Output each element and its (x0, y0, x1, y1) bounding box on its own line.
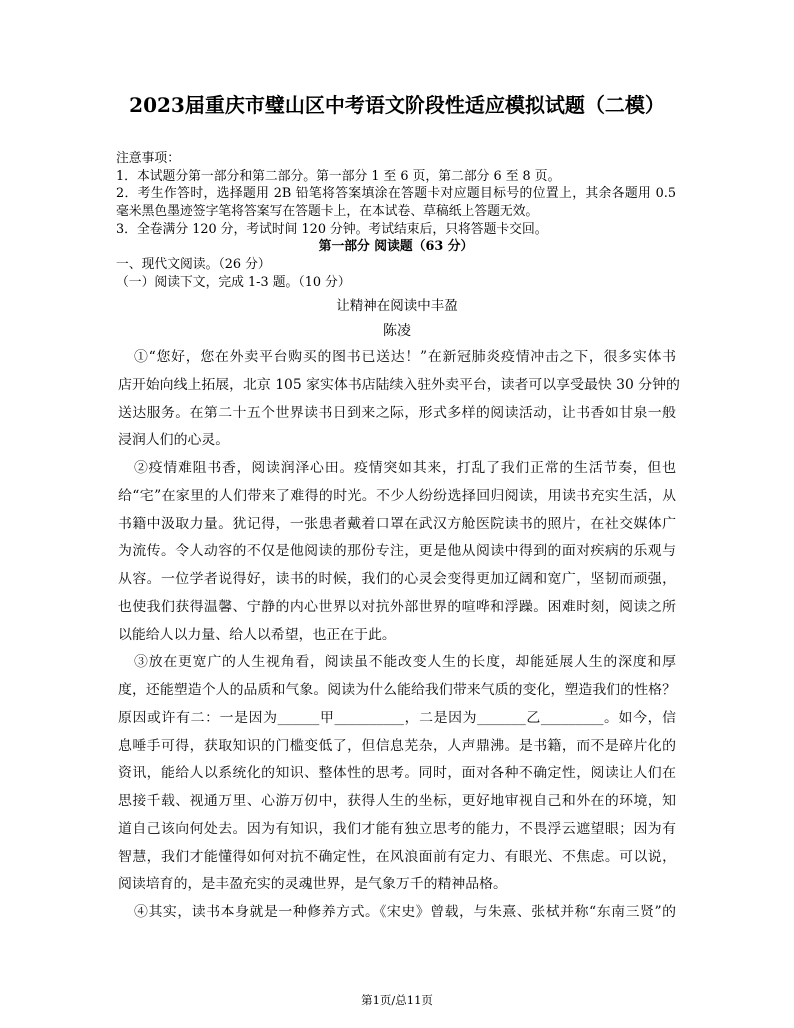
paragraph-4 (118, 899, 676, 927)
part-one-heading: 第一部分 阅读题（63 分） (318, 239, 474, 255)
article-body (118, 344, 680, 927)
subsection-heading: （一）阅读下文，完成 1-3 题。（10 分） (116, 274, 351, 290)
paragraph-3-line-8: 智慧，我们才能懂得如何对抗不确定性，在风浪面前有定力、有眼光、不焦虑。可以说， (118, 848, 676, 865)
notes-heading: 注意事项： (116, 151, 180, 166)
paragraph-1-line-4: 浸润人们的心灵。 (118, 432, 230, 449)
notes-block (116, 150, 676, 292)
note-item-2-line-1: 2．考生作答时，选择题用 2B 铅笔将答案填涂在答题卡对应题目标号的位置上，其余各题用 0.5 (116, 186, 676, 202)
paragraph-1-line-1: ①“您好，您在外卖平台购买的图书已送达！”在新冠肺炎疫情冲击之下，很多实体书 (134, 349, 676, 365)
paragraph-1 (118, 344, 680, 455)
paragraph-4-line-1: ④其实，读书本身就是一种修养方式。《宋史》曾载，与朱熹、张栻并称“东南三贤”的 (134, 904, 676, 920)
paragraph-2-line-7: 以能给人以力量、给人以希望，也正在于此。 (118, 626, 396, 643)
page-number-footer: 第1页/总11页 (361, 993, 433, 1007)
article-title: 让精神在阅读中丰盈 (336, 298, 458, 314)
paragraph-2-line-3: 书籍中汲取力量。犹记得，一张患者戴着口罩在武汉方舱医院读书的照片，在社交媒体广 (118, 515, 676, 532)
paragraph-3-line-3-with-blanks: 原因或许有二：一是因为______甲__________，二是因为_______乙_________。如今，信 (118, 709, 676, 726)
paragraph-3-line-7: 道自己该向何处去。因为有知识，我们才能有独立思考的能力，不畏浮云遮望眼；因为有 (118, 820, 676, 837)
paragraph-3-line-5: 资讯，能给人以系统化的知识、整体性的思考。同时，面对各种不确定性，阅读让人们在 (118, 765, 676, 782)
paragraph-2-line-1: ②疫情难阻书香，阅读润泽心田。疫情突如其来，打乱了我们正常的生活节奏，但也 (134, 460, 676, 476)
note-item-3: 3．全卷满分 120 分，考试时间 120 分钟。考试结束后，只将答题卡交回。 (116, 221, 548, 237)
section-heading: 一、现代文阅读。（26 分） (116, 257, 271, 273)
paragraph-2 (118, 455, 676, 649)
note-item-1: 1．本试题分第一部分和第二部分。第一部分 1 至 6 页，第二部分 6 至 8 页。 (116, 168, 561, 184)
exam-title: 2023届重庆市璧山区中考语文阶段性适应模拟试题（二模） (129, 93, 665, 117)
paragraph-2-line-5: 从容。一位学者说得好，读书的时候，我们的心灵会变得更加辽阔和宽广，坚韧而顽强， (118, 571, 676, 587)
paragraph-3-line-1: ③放在更宽广的人生视角看，阅读虽不能改变人生的长度，却能延展人生的深度和厚 (134, 654, 676, 671)
article-author: 陈凌 (383, 323, 411, 339)
paragraph-3-line-4: 息唾手可得，获取知识的门槛变低了，但信息芜杂，人声鼎沸。是书籍，而不是碎片化的 (118, 737, 676, 754)
paragraph-3-line-2: 度，还能塑造个人的品质和气象。阅读为什么能给我们带来气质的变化，塑造我们的性格？ (118, 682, 676, 698)
paragraph-3-line-6: 思接千载、视通万里、心游万仞中，获得人生的坐标，更好地审视自己和外在的环境，知 (118, 793, 676, 809)
paragraph-1-line-2: 店开始向线上拓展，北京 105 家实体书店陆续入驻外卖平台，读者可以享受最快 30 分钟的 (118, 376, 680, 393)
note-item-2-line-2: 毫米黑色墨迹签字笔将答案写在答题卡上，在本试卷、草稿纸上答题无效。 (116, 204, 539, 220)
paragraph-2-line-6: 也使我们获得温馨、宁静的内心世界以对抗外部世界的喧哗和浮躁。困难时刻，阅读之所 (118, 598, 676, 615)
paragraph-3-line-9: 阅读培育的，是丰盈充实的灵魂世界，是气象万千的精神品格。 (118, 876, 507, 893)
paragraph-3 (118, 649, 676, 899)
paragraph-1-line-3: 送达服务。在第二十五个世界读书日到来之际，形式多样的阅读活动，让书香如甘泉一般 (118, 404, 676, 421)
paragraph-2-line-2: 给“宅”在家里的人们带来了难得的时光。不少人纷纷选择回归阅读，用读书充实生活，从 (118, 487, 676, 504)
paragraph-2-line-4: 为流传。令人动容的不仅是他阅读的那份专注，更是他从阅读中得到的面对疾病的乐观与 (118, 543, 676, 560)
